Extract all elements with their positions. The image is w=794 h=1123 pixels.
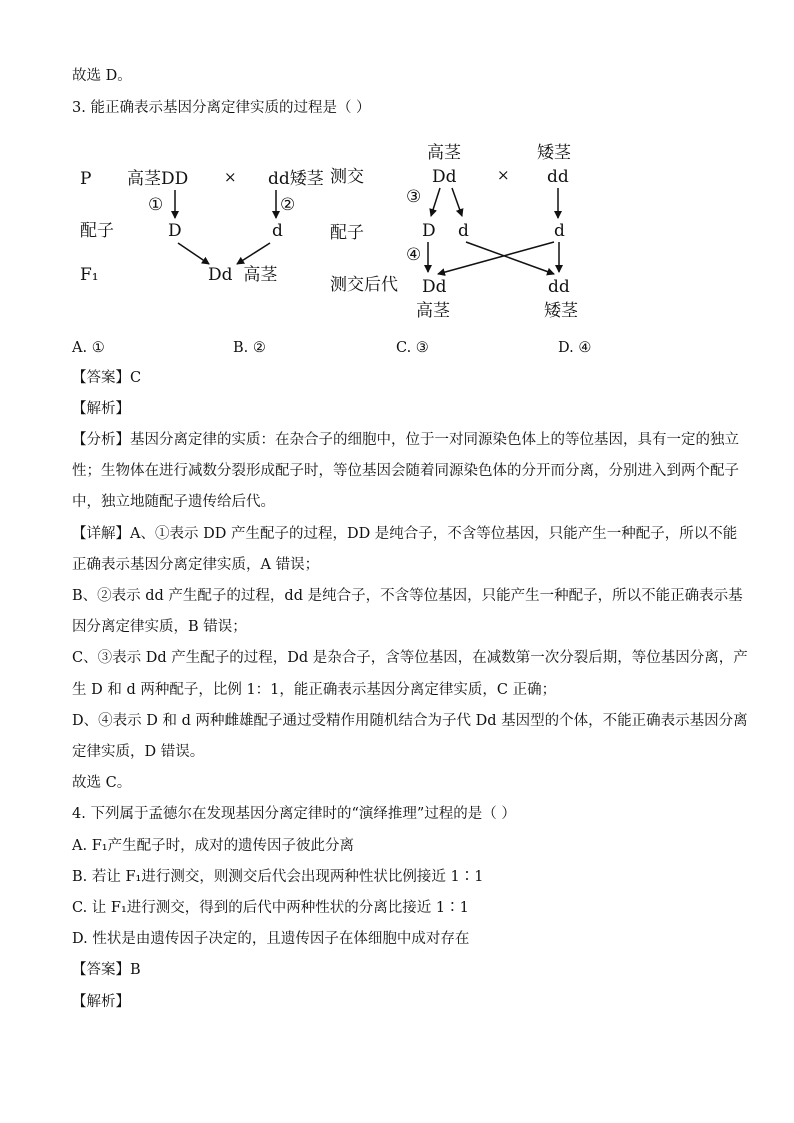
cross-symbol-left: × — [224, 168, 237, 186]
gamete-D-right: D — [422, 221, 436, 241]
analysis-text-1: 【分析】基因分离定律的实质：在杂合子的细胞中，位于一对同源染色体上的等位基因，具有一定的独立 — [72, 432, 739, 448]
question-4-option-c: C. 让 F₁进行测交，得到的后代中两种性状的分离比接近 1∶1 — [72, 900, 469, 916]
offspring-dd: dd — [548, 277, 570, 297]
question-4-stem: 4. 下列属于孟德尔在发现基因分离定律时的“演绎推理”过程的是（ ） — [72, 806, 516, 822]
option-a: A. ① — [72, 340, 105, 356]
detail-a-2: 正确表示基因分离定律实质，A 错误； — [72, 557, 320, 573]
arrow-d-to-f1 — [237, 243, 270, 264]
label-p: P — [80, 169, 92, 189]
option-c: C. ③ — [396, 340, 429, 356]
answer-4: 【答案】B — [72, 962, 141, 978]
offspring-tall: 高茎 — [416, 301, 450, 321]
step-3: ③ — [406, 187, 422, 207]
parent-dd: dd矮茎 — [268, 169, 324, 189]
parent-Dd: Dd — [432, 167, 457, 187]
f1-result: Dd 高茎 — [208, 265, 278, 285]
question-4-option-b: B. 若让 F₁进行测交，则测交后代会出现两种性状比例接近 1∶1 — [72, 869, 484, 885]
label-offspring: 测交后代 — [330, 275, 398, 295]
offspring-Dd: Dd — [422, 277, 447, 297]
question-4-option-d: D. 性状是由遗传因子决定的，且遗传因子在体细胞中成对存在 — [72, 931, 470, 947]
analysis-header-3: 【解析】 — [72, 401, 130, 417]
gamete-d-left: d — [272, 221, 283, 241]
detail-b-2: 因分离定律实质，B 错误； — [72, 619, 247, 635]
question-3-stem: 3. 能正确表示基因分离定律实质的过程是（ ） — [72, 100, 371, 116]
parent-dd-right: dd — [547, 167, 569, 187]
arrow-d2-cross — [438, 242, 554, 274]
genetics-diagram — [72, 132, 612, 327]
gamete-d-right-2: d — [554, 221, 565, 241]
detail-b-1: B、②表示 dd 产生配子的过程，dd 是纯合子，不含等位基因，只能产生一种配子，所以不能正确表示基 — [72, 588, 743, 604]
label-testcross: 测交 — [330, 167, 364, 187]
label-f1: F₁ — [80, 265, 99, 285]
arrow-3a — [431, 188, 440, 216]
cross-symbol-right: × — [497, 166, 510, 184]
arrow-d1-cross — [466, 242, 554, 274]
detail-c-2: 生 D 和 d 两种配子，比例 1：1，能正确表示基因分离定律实质，C 正确； — [72, 682, 557, 698]
step-4: ④ — [406, 245, 422, 265]
detail-a-1: 【详解】A、①表示 DD 产生配子的过程，DD 是纯合子，不含等位基因，只能产生一种配子，所以不能 — [72, 526, 738, 542]
question-4-option-a: A. F₁产生配子时，成对的遗传因子彼此分离 — [72, 838, 355, 854]
gamete-D-left: D — [168, 221, 182, 241]
option-d: D. ④ — [558, 340, 592, 356]
parent-DD: 高茎DD — [127, 169, 189, 189]
detail-d-1: D、④表示 D 和 d 两种雌雄配子通过受精作用随机结合为子代 Dd 基因型的个体，不能正确表示基因分离 — [72, 713, 748, 729]
answer-3: 【答案】C — [72, 370, 142, 386]
tall-label-top: 高茎 — [427, 143, 461, 163]
analysis-text-2: 性；生物体在进行减数分裂形成配子时，等位基因会随着同源染色体的分开而分离，分别进入到两个配子 — [72, 463, 739, 479]
offspring-short: 矮茎 — [544, 301, 578, 321]
step-1: ① — [148, 195, 164, 215]
detail-c-1: C、③表示 Dd 产生配子的过程，Dd 是杂合子，含等位基因，在减数第一次分裂后期，等位基因分离，产 — [72, 650, 748, 666]
option-b: B. ② — [233, 340, 266, 356]
conclusion-prev: 故选 D。 — [72, 68, 132, 84]
arrow-D-to-f1 — [178, 243, 209, 264]
gamete-d-right-1: d — [458, 221, 469, 241]
detail-d-2: 定律实质，D 错误。 — [72, 744, 205, 760]
label-gamete-left: 配子 — [80, 221, 114, 241]
short-label-top: 矮茎 — [537, 143, 571, 163]
analysis-text-3: 中，独立地随配子遗传给后代。 — [72, 494, 275, 510]
label-gamete-right: 配子 — [330, 223, 364, 243]
conclusion-3: 故选 C。 — [72, 775, 132, 791]
arrow-3b — [452, 188, 462, 216]
analysis-header-4: 【解析】 — [72, 994, 130, 1010]
step-2: ② — [280, 195, 296, 215]
